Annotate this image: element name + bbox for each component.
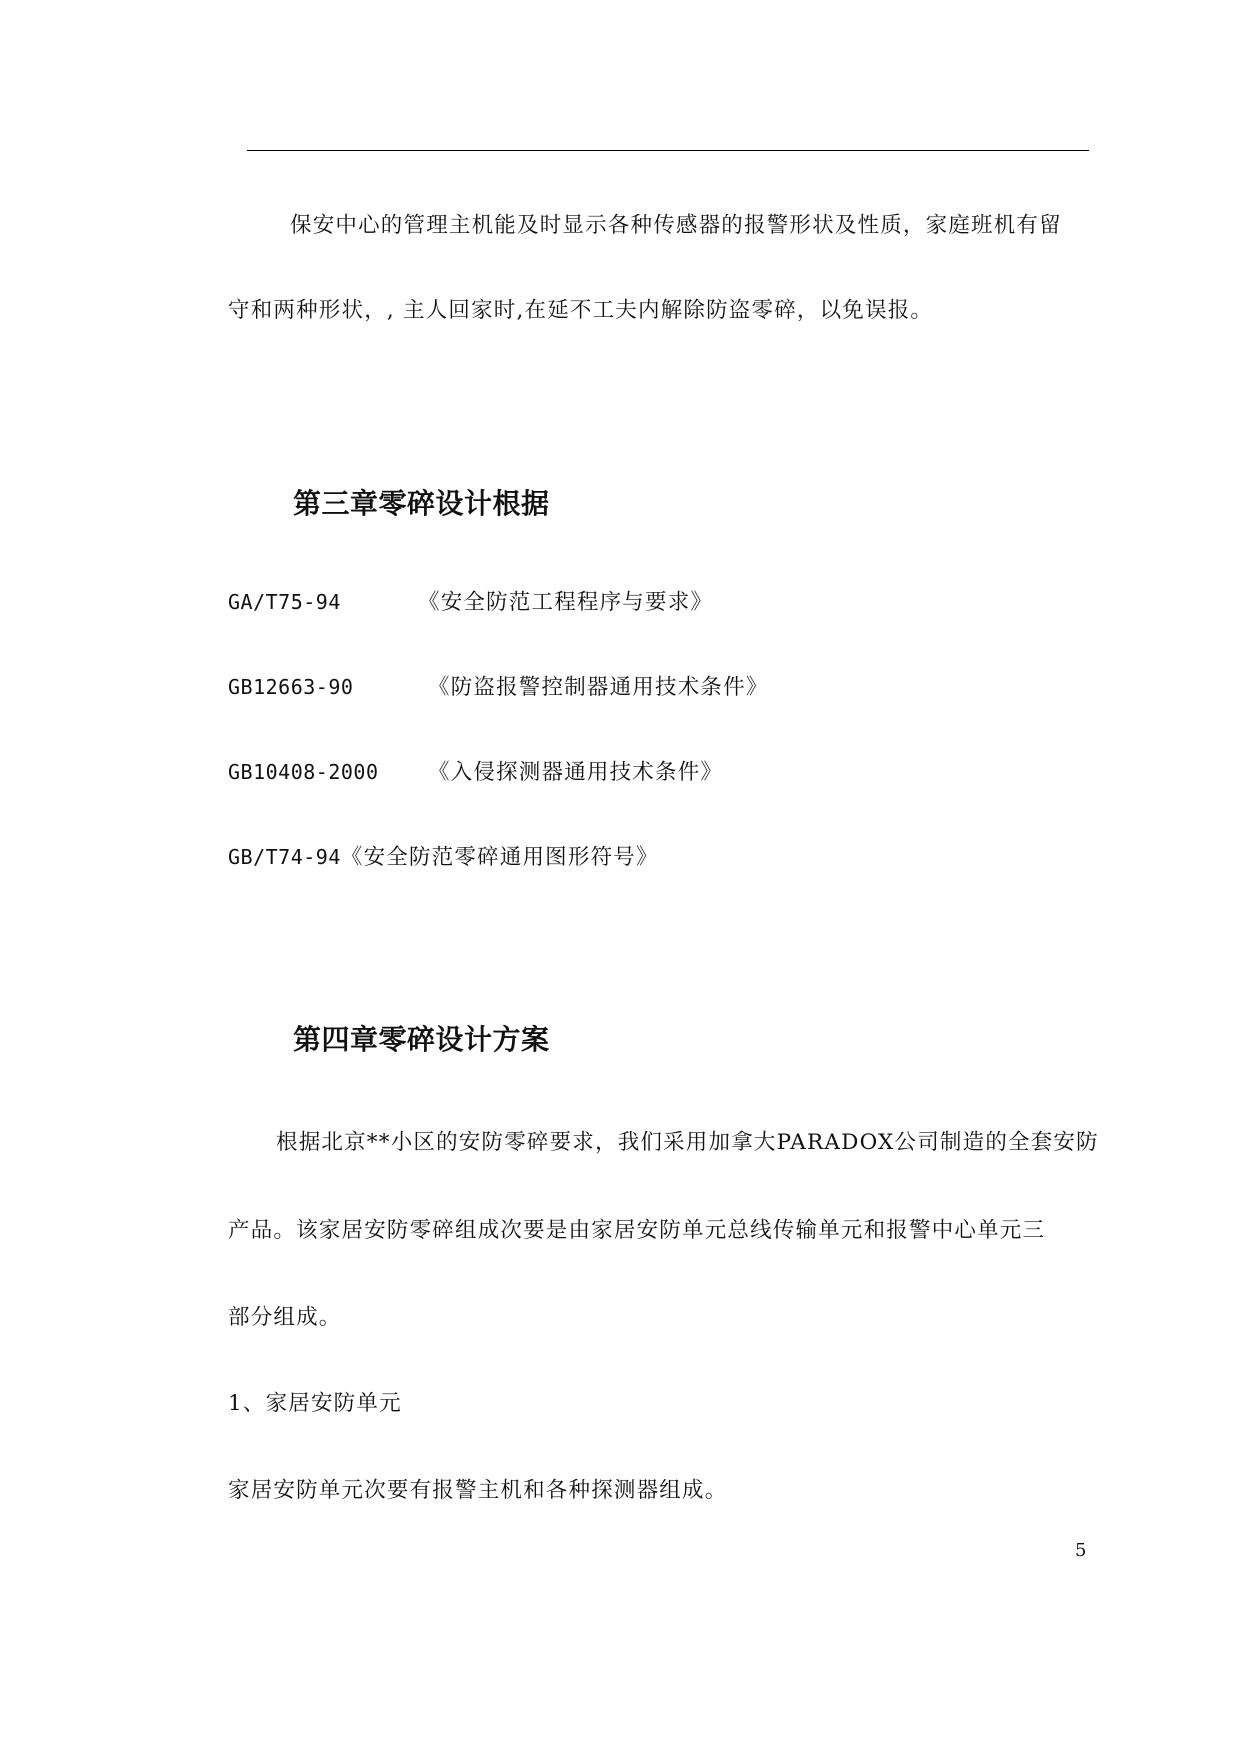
standard-item bbox=[228, 840, 659, 871]
intro-line-2: 守和两种形状，, 主人回家时,在延不工夫内解除防盗零碎，以免误报。 bbox=[228, 298, 934, 323]
standard-title: 《防盗报警控制器通用技术条件》 bbox=[428, 675, 769, 700]
standard-item bbox=[228, 585, 713, 616]
standard-code: GA/T75-94 bbox=[228, 590, 341, 614]
chapter4-para-line-3: 部分组成。 bbox=[228, 1305, 342, 1330]
page-number: 5 bbox=[1075, 1540, 1087, 1561]
header-rule bbox=[247, 150, 1089, 151]
chapter3-heading: 第三章零碎设计根据 bbox=[293, 487, 550, 520]
standard-item bbox=[228, 670, 769, 701]
standard-item bbox=[228, 755, 723, 786]
chapter4-heading: 第四章零碎设计方案 bbox=[293, 1023, 550, 1056]
standard-title: 《安全防范零碎通用图形符号》 bbox=[340, 845, 659, 870]
chapter4-para-line-2: 产品。该家居安防零碎组成次要是由家居安防单元总线传输单元和报警中心单元三 bbox=[228, 1218, 1046, 1243]
standard-title: 《安全防范工程程序与要求》 bbox=[418, 590, 714, 615]
intro-line-1: 保安中心的管理主机能及时显示各种传感器的报警形状及性质，家庭班机有留 bbox=[290, 213, 1062, 238]
standard-title: 《入侵探测器通用技术条件》 bbox=[428, 760, 724, 785]
standard-code: GB12663-90 bbox=[228, 675, 354, 699]
standard-code: GB/T74-94 bbox=[228, 845, 341, 869]
section1-text: 家居安防单元次要有报警主机和各种探测器组成。 bbox=[228, 1478, 728, 1503]
chapter4-para-line-1: 根据北京**小区的安防零碎要求，我们采用加拿大PARADOX公司制造的全套安防 bbox=[276, 1130, 1099, 1155]
standard-code: GB10408-2000 bbox=[228, 760, 379, 784]
section1-title: 1、家居安防单元 bbox=[228, 1391, 402, 1416]
